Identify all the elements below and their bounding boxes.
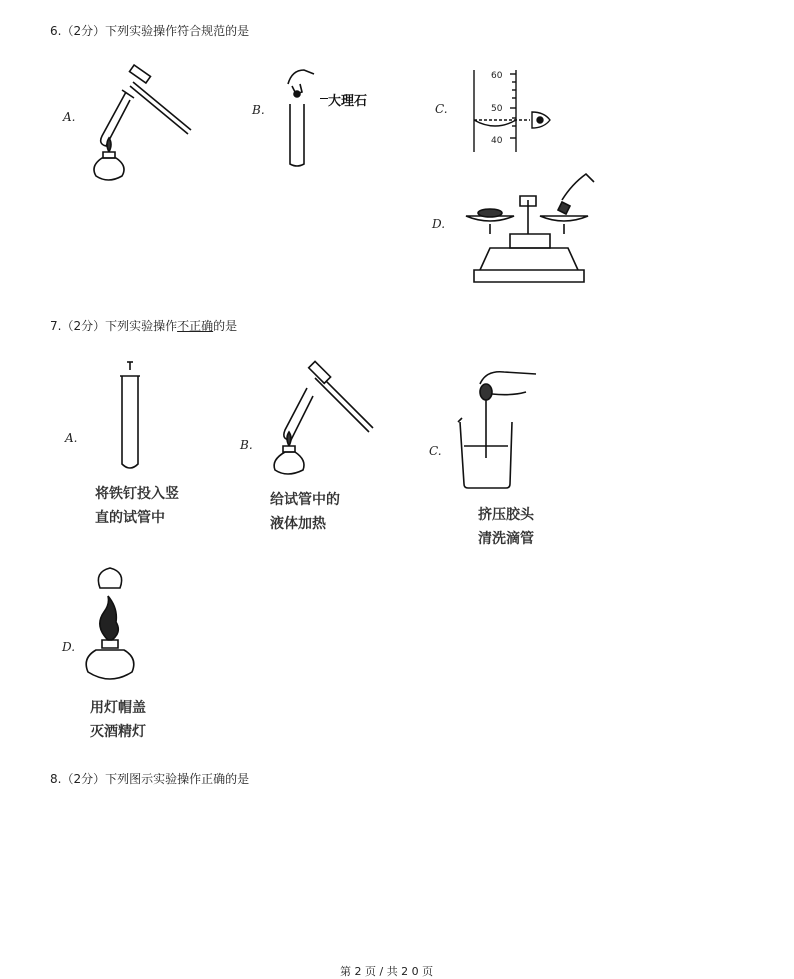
q7-option-d-letter: D. [62,640,76,654]
q6-option-d-letter: D. [432,217,446,231]
q7-option-a-letter: A. [65,431,78,445]
cylinder-tick-50: 50 [491,104,503,114]
question-7-stem-prefix: 7.（2分）下列实验操作 [50,319,178,333]
nail-into-test-tube-icon [118,360,142,474]
dropper-squeeze-icon [456,366,542,492]
question-7-stem-suffix: 的是 [213,319,238,333]
marble-pointer-line [320,98,328,99]
heating-test-tube-icon [88,66,198,186]
question-7-stem-emphasis: 不正确 [177,319,214,333]
q6-option-a-letter: A. [63,110,76,124]
cylinder-tick-40: 40 [491,136,503,146]
question-8-stem: 8.（2分）下列图示实验操作正确的是 [50,772,250,786]
adding-marble-icon [282,64,322,168]
marble-label: 大理石 [328,94,368,109]
q7-b-caption-line1: 给试管中的 [270,492,340,508]
q7-d-caption-line1: 用灯帽盖 [90,700,146,716]
q7-c-caption-line1: 挤压胶头 [478,507,534,523]
balance-scale-icon [462,170,602,286]
q7-option-c-letter: C. [429,444,442,458]
q6-option-c-letter: C. [435,102,448,116]
q7-c-caption-line2: 清洗滴管 [478,531,534,547]
capping-alcohol-lamp-icon [82,562,138,688]
q7-option-b-letter: B. [240,438,253,452]
q7-a-caption-line2: 直的试管中 [95,510,165,526]
q7-d-caption-line2: 灭酒精灯 [90,724,146,740]
question-6-stem: 6.（2分）下列实验操作符合规范的是 [50,24,250,38]
q7-a-caption-line1: 将铁钉投入竖 [95,486,179,502]
q7-b-caption-line2: 液体加热 [270,516,326,532]
page-footer: 第 2 页 / 共 2 0 页 [340,965,434,978]
q6-option-b-letter: B. [252,103,265,117]
heating-liquid-icon [265,366,377,478]
question-7-stem [50,318,237,334]
graduated-cylinder-reading-icon [470,68,560,154]
cylinder-tick-60: 60 [491,71,503,81]
